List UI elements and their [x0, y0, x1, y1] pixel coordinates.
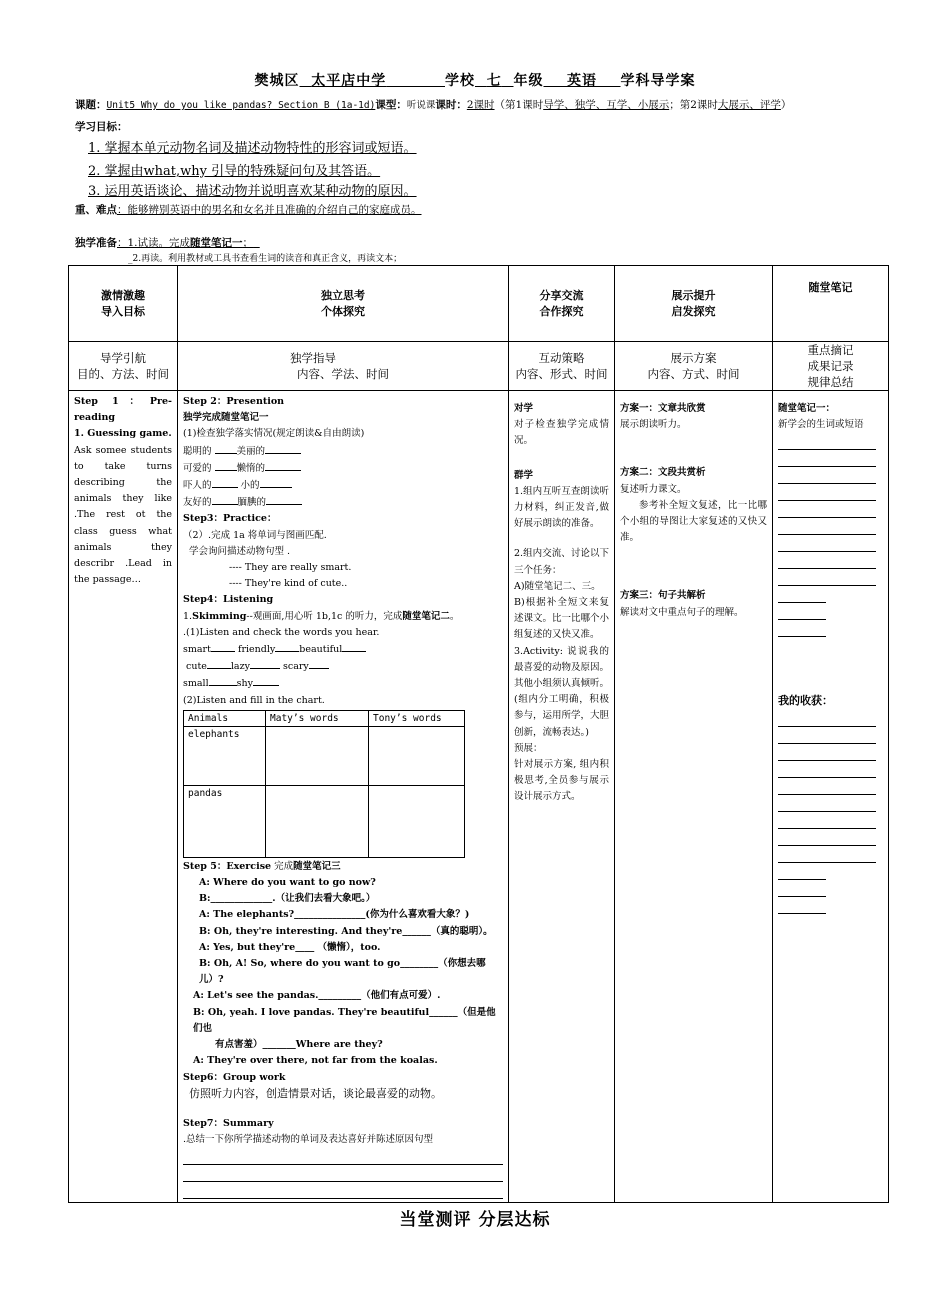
gain-line[interactable]	[778, 744, 876, 761]
header-col-1	[69, 266, 178, 342]
gain-title: 我的收获：	[778, 694, 833, 708]
chart-cell[interactable]	[266, 726, 369, 785]
header-5a: 随堂笔记	[808, 281, 853, 294]
cw-2a: cute	[186, 661, 207, 673]
key-points	[75, 202, 422, 217]
gain-line[interactable]	[778, 727, 876, 744]
dialog-line: B:_____________.（让我们去看大象吧。）	[199, 893, 376, 905]
gain-line[interactable]	[778, 880, 826, 897]
note-title: 随堂笔记一：	[778, 403, 836, 414]
vocab-4b: 腼腆的	[237, 497, 267, 509]
header-row	[69, 266, 889, 342]
header-1b: 导入目标	[101, 304, 145, 318]
header-col-2	[178, 266, 509, 342]
chart-cell[interactable]	[369, 726, 465, 785]
dui-text: 对子检查独学完成情况。	[514, 419, 609, 447]
col2-body	[178, 391, 508, 1202]
chart-header-tony: Tony’s words	[369, 710, 465, 726]
sub-5c: 规律总结	[807, 375, 854, 389]
dialog-line: A: Yes, but they're____ （懒惰），too.	[199, 941, 381, 953]
header-3b: 合作探究	[539, 304, 584, 318]
cw-2b: lazy	[230, 661, 250, 673]
step5-line	[183, 859, 503, 875]
step1-sub: 1. Guessing game.	[74, 428, 172, 440]
sub-4b: 内容、方式、时间	[647, 367, 740, 381]
cw-1b: friendly	[237, 644, 276, 656]
col3-body	[509, 391, 614, 809]
dialog-line: B: Oh, yeah. I love pandas. They're beautiful______（但是他们也	[193, 1006, 496, 1034]
prep-line-1	[75, 235, 260, 250]
step7-title: Step7：Summary	[183, 1117, 274, 1129]
header-col-5	[773, 266, 889, 342]
lesson-type: 听说课	[406, 100, 436, 111]
header-col-4	[615, 266, 773, 342]
check-row-3	[183, 675, 503, 692]
header-2a: 独立思考	[321, 288, 365, 302]
chart-cell[interactable]	[266, 785, 369, 857]
gain-line[interactable]	[778, 863, 826, 880]
col5-body	[773, 391, 888, 917]
listening-chart	[183, 710, 465, 858]
header-2b: 个体探究	[321, 304, 365, 318]
lesson-info	[75, 97, 791, 112]
cw-1c: beautiful	[299, 644, 343, 656]
goal-3: 3. 运用英语谈论、描述动物并说明喜欢某种动物的原因。	[88, 184, 417, 199]
step5-bold: 随堂笔记三	[293, 860, 341, 872]
gain-line[interactable]	[778, 761, 876, 778]
chart-header-maty: Maty’s words	[266, 710, 369, 726]
sub-1a: 导学引航	[100, 351, 146, 365]
plan2-title: 方案二：文段共赏析	[620, 467, 706, 479]
note-line[interactable]	[778, 467, 876, 484]
step2-check: (1)检查独学落实情况(规定朗读&自由朗读)	[183, 428, 365, 440]
note-line[interactable]	[778, 433, 876, 450]
sub-5a: 重点摘记	[807, 343, 854, 357]
dialog-line: B: Oh, A! So, where do you want to go________（你想去哪儿）?	[199, 958, 486, 986]
spacer	[620, 433, 767, 465]
prep-line1-prefix: ：1.试读。完成	[117, 237, 191, 249]
key-points-label: 重、难点	[75, 204, 117, 216]
sub-1b: 目的、方法、时间	[77, 367, 169, 381]
plan-end: ）	[780, 99, 792, 111]
note-line[interactable]	[778, 518, 876, 535]
prep-label: 独学准备	[75, 237, 117, 249]
note-line[interactable]	[778, 484, 876, 501]
header-4b: 启发探究	[671, 304, 716, 318]
note-text: 新学会的生词或短语	[778, 419, 864, 431]
doc-type: 学科导学案	[620, 73, 696, 89]
goal-1: 1. 掌握本单元动物名词及描述动物特性的形容词或短语。	[88, 141, 417, 156]
yu-title: 预展：	[514, 742, 543, 754]
note-line[interactable]	[778, 603, 826, 620]
step3-d: ---- They're kind of cute..	[229, 578, 348, 590]
step5-title: Step 5：Exercise	[183, 860, 272, 872]
vocab-2a: 可爱的	[183, 462, 212, 474]
plan-b-items: 大展示、评学	[717, 99, 781, 111]
content-col-5	[773, 391, 889, 1203]
gain-line[interactable]	[778, 829, 876, 846]
gain-line[interactable]	[778, 846, 876, 863]
key-points-text: ：能够辨别英语中的男名和女名并且准确的介绍自己的家庭成员。	[117, 204, 422, 216]
step4-a-mid: --观画面,用心听 1b,1c 的听力，完成	[246, 610, 403, 622]
step3-c: ---- They are really smart.	[229, 562, 352, 574]
gain-line[interactable]	[778, 778, 876, 795]
plan2-text-a: 复述听力课文。	[620, 483, 687, 495]
sub-2a: 独学指导	[290, 351, 336, 365]
cw-3a: small	[183, 678, 209, 690]
cw-1a: smart	[183, 644, 211, 656]
note-line[interactable]	[778, 620, 826, 637]
vocab-row-4	[183, 494, 503, 511]
hours: 2课时	[466, 99, 495, 111]
gain-line[interactable]	[778, 812, 876, 829]
step4-a-bold2: 随堂笔记二	[402, 610, 450, 622]
step3-title: Step3：Practice：	[183, 513, 277, 525]
spacer	[514, 450, 609, 468]
chart-row-pandas: pandas	[184, 785, 266, 857]
content-col-3	[509, 391, 615, 1203]
gain-line[interactable]	[778, 710, 876, 727]
step2-title: Step 2：Presention	[183, 396, 285, 407]
col4-body	[615, 391, 772, 624]
step1-title: Step 1：Pre-reading	[74, 396, 172, 424]
school-suffix: 学校	[445, 73, 475, 89]
subject: 英语	[567, 73, 597, 89]
qun-2b: B)根据补全短文来复述课文。比一比哪个小组复述的又快又准。	[514, 597, 610, 641]
dialog-line: A: Where do you want to go now?	[199, 877, 376, 889]
spacer	[183, 1102, 503, 1116]
plan1-title: 方案一：文章共欣赏	[620, 403, 706, 414]
vocab-1b: 美丽的	[236, 445, 266, 457]
sub-col-3	[509, 342, 615, 391]
step3-b: 学会询问描述动物句型 .	[189, 545, 291, 557]
col1-body	[69, 391, 177, 591]
note-line[interactable]	[778, 586, 826, 603]
step1-text: Ask somee students to take turns describing the animals they like .The rest ot the class guess what animals they describr .Lead in the passage…	[74, 444, 172, 586]
qun-2: 2.组内交流、讨论以下三个任务：	[514, 548, 609, 576]
step4-title: Step4：Listening	[183, 594, 274, 606]
plan1-text: 展示朗读听力。	[620, 419, 687, 431]
answer-line[interactable]	[183, 1148, 503, 1165]
prep-line1-suffix: ；	[242, 237, 254, 249]
dialog-line: A: They're over there, not far from the koalas.	[193, 1055, 438, 1067]
step6-text: 仿照听力内容，创造情景对话，谈论最喜爱的动物。	[189, 1086, 442, 1100]
vocab-4a: 友好的	[183, 497, 212, 509]
step7-text: .总结一下你所学描述动物的单词及表达喜好并陈述原因句型	[183, 1134, 434, 1146]
vocab-row-3	[183, 477, 503, 494]
vocab-row-1	[183, 443, 503, 460]
header-3a: 分享交流	[539, 288, 584, 302]
answer-line[interactable]	[183, 1165, 503, 1182]
dialog-line: A: Let's see the pandas._________（他们有点可爱）.	[193, 990, 441, 1002]
dialog-line: A: The elephants?_______________(你为什么喜欢看大象？)	[199, 909, 470, 921]
prep-line-2: _2.再读。利用教材或工具书查看生词的读音和真正含义，再读文本；	[128, 254, 403, 264]
lesson-plan-table	[68, 265, 889, 1203]
qun-3: 3.Activity: 说说我的最喜爱的动物及原因。其他小组须认真倾听。(组内分工明确，积极参与，运用所学，大胆创新，流畅表达。)	[514, 645, 610, 738]
check-row-1	[183, 641, 503, 658]
spacer	[620, 546, 767, 588]
chart-row-elephants: elephants	[184, 726, 266, 785]
step4-a-end: 。	[449, 610, 460, 622]
goal-2: 2. 掌握由what,why 引导的特殊疑问句及其答语。	[88, 164, 381, 179]
sub-col-5	[773, 342, 889, 391]
sub-3a: 互动策略	[538, 351, 585, 365]
type-label: 课型：	[375, 99, 407, 111]
note-line[interactable]	[778, 552, 876, 569]
header-1a: 激情激趣	[101, 288, 145, 302]
content-row	[69, 391, 889, 1203]
sub-4a: 展示方案	[670, 351, 717, 365]
step3-a: （2）.完成 1a 将单词与图画匹配.	[183, 529, 327, 541]
spacer	[514, 532, 609, 546]
step2-sub: 独学完成随堂笔记一	[183, 412, 269, 424]
sub-col-4	[615, 342, 773, 391]
qun-1: 1.组内互听互查朗读听力材料，纠正发音,做好展示朗读的准备。	[514, 485, 609, 530]
grade-suffix: 年级	[513, 73, 544, 89]
footer-title: 当堂测评 分层达标	[399, 1210, 551, 1230]
topic: Unit5 Why do you like pandas? Section B (1a-1d)	[106, 100, 376, 111]
vocab-3a: 吓人的	[183, 480, 212, 492]
vocab-2b: 懒惰的	[236, 462, 266, 474]
plan-b: ；第2课时	[669, 99, 718, 111]
step4-a-bold: Skimming	[192, 610, 247, 622]
hours-label: 课时：	[435, 99, 467, 111]
step4-c: (2)Listen and fill in the chart.	[183, 694, 325, 706]
gain-line[interactable]	[778, 897, 826, 914]
district: 樊城区	[254, 73, 300, 89]
plan3-text: 解读对文中重点句子的理解。	[620, 606, 744, 618]
qun-title: 群学	[514, 469, 534, 481]
gain-line[interactable]	[778, 795, 876, 812]
chart-row	[184, 726, 465, 785]
step4-a-prefix: 1.	[183, 610, 193, 622]
plan3-title: 方案三：句子共解析	[620, 590, 706, 602]
goals-label: 学习目标：	[75, 121, 128, 133]
note-line[interactable]	[778, 501, 876, 518]
plan2-text-b: 参考补全短文复述，比一比哪个小组的导图让大家复述的又快又准。	[620, 499, 767, 544]
answer-line[interactable]	[183, 1182, 503, 1199]
chart-cell[interactable]	[369, 785, 465, 857]
note-line[interactable]	[778, 535, 876, 552]
step4-a	[183, 609, 503, 625]
step4-b: .(1)Listen and check the words you hear.	[183, 626, 380, 638]
sub-3b: 内容、形式、时间	[515, 367, 608, 381]
check-row-2	[183, 658, 503, 675]
yu-text: 针对展示方案, 组内积极思考,全员参与展示设计展示方式。	[514, 759, 609, 803]
header-col-3	[509, 266, 615, 342]
content-col-4	[615, 391, 773, 1203]
plan-a-items: 导学、独学、互学、小展示	[543, 99, 670, 111]
cw-2c: scary	[283, 661, 309, 673]
page-title	[0, 70, 950, 90]
plan-a: （第1课时	[494, 99, 544, 111]
vocab-3b: 小的	[240, 480, 260, 492]
chart-header-animals: Animals	[184, 710, 266, 726]
dialog-line: B: Oh, they're interesting. And they're______（真的聪明）。	[199, 925, 493, 937]
vocab-row-2	[183, 460, 503, 477]
cw-3b: shy	[236, 678, 253, 690]
dui-title: 对学	[514, 403, 534, 414]
content-col-2	[178, 391, 509, 1203]
prep-line1-bold: 随堂笔记一	[190, 237, 243, 249]
sub-5b: 成果记录	[807, 359, 854, 373]
note-line[interactable]	[778, 569, 876, 586]
chart-header-row	[184, 710, 465, 726]
dialog-line: 有点害羞）_______Where are they?	[215, 1039, 383, 1051]
step6-title: Step6：Group work	[183, 1071, 286, 1083]
sub-col-2	[178, 342, 509, 391]
note-line[interactable]	[778, 450, 876, 467]
chart-row	[184, 785, 465, 857]
vocab-1a: 聪明的	[183, 445, 212, 457]
sub-2b: 内容、学法、时间	[297, 367, 389, 381]
content-col-1	[69, 391, 178, 1203]
school-name: 太平店中学	[311, 73, 387, 89]
qun-2a: A)随堂笔记二、三。	[514, 580, 601, 592]
grade: 七	[486, 73, 502, 89]
header-4a: 展示提升	[671, 288, 716, 302]
spacer	[778, 637, 883, 693]
topic-label: 课题：	[75, 99, 107, 111]
sub-col-1	[69, 342, 178, 391]
step5-mid: 完成	[274, 860, 294, 872]
subheader-row	[69, 342, 889, 391]
